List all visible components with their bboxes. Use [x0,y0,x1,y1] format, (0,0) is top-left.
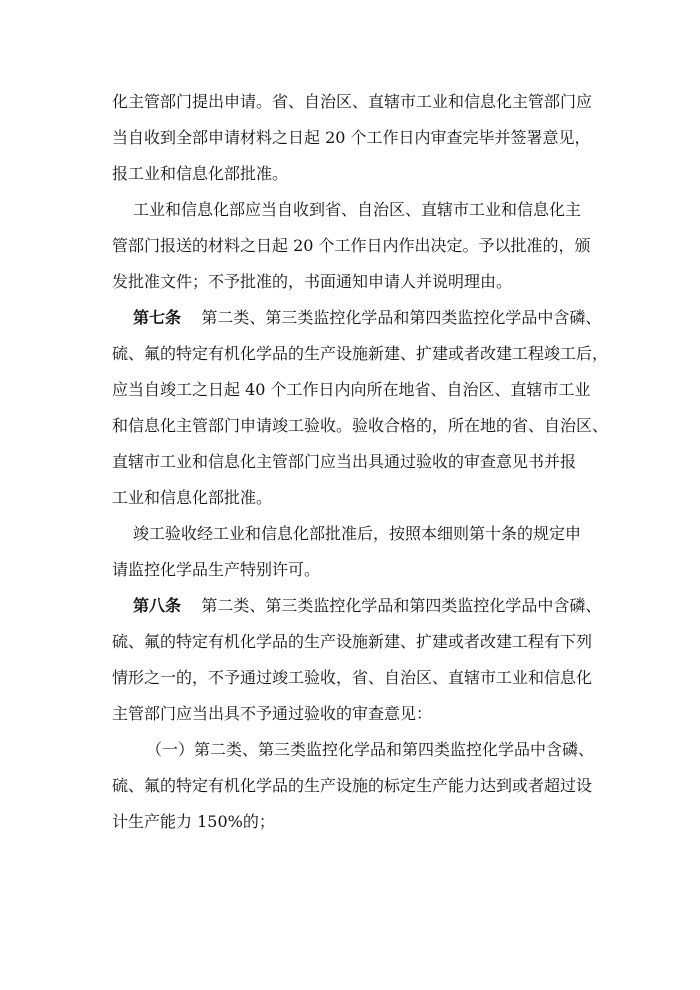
text-line: 和信息化主管部门申请竣工验收。验收合格的，所在地的省、自治区、 [112,416,609,435]
article-text: 第二类、第三类监控化学品和第四类监控化学品中含磷、 [201,596,602,615]
text-line: 计生产能力 150%的； [112,812,275,831]
text-line [112,588,612,624]
article-text: 第二类、第三类监控化学品和第四类监控化学品中含磷、 [201,308,602,327]
article-heading: 第八条 [133,596,182,615]
text-line: 主管部门应当出具不予通过验收的审查意见： [112,704,433,723]
article-8 [112,588,612,732]
text-line: 报工业和信息化部批准。 [112,164,289,183]
text-line: 工业和信息化部批准。 [112,488,273,507]
text-line: 硫、氟的特定有机化学品的生产设施的标定生产能力达到或者超过设 [112,776,593,795]
article-heading: 第七条 [133,308,182,327]
text-line [112,300,612,336]
text-line: 情形之一的，不予通过竣工验收，省、自治区、直辖市工业和信息化 [112,668,593,687]
list-item-1 [112,732,612,840]
paragraph-2 [112,192,612,300]
text-line: 管部门报送的材料之日起 20 个工作日内作出决定。予以批准的，颁 [112,236,591,255]
text-line: 请监控化学品生产特别许可。 [112,560,321,579]
text-line: （一）第二类、第三类监控化学品和第四类监控化学品中含磷、 [146,740,595,759]
document-body [112,84,612,840]
text-line: 硫、氟的特定有机化学品的生产设施新建、扩建或者改建工程有下列 [112,632,593,651]
text-line: 化主管部门提出申请。省、自治区、直辖市工业和信息化主管部门应 [112,92,593,111]
text-line: 硫、氟的特定有机化学品的生产设施新建、扩建或者改建工程竣工后， [112,344,609,363]
text-line: 工业和信息化部应当自收到省、自治区、直辖市工业和信息化主 [133,200,582,219]
paragraph-1 [112,84,612,192]
text-line: 发批准文件；不予批准的，书面通知申请人并说明理由。 [112,272,513,291]
text-line: 直辖市工业和信息化主管部门应当出具通过验收的审查意见书并报 [112,452,577,471]
text-line: 竣工验收经工业和信息化部批准后，按照本细则第十条的规定申 [133,524,582,543]
paragraph-4 [112,516,612,588]
text-line: 当自收到全部申请材料之日起 20 个工作日内审查完毕并签署意见， [112,128,591,147]
text-line: 应当自竣工之日起 40 个工作日内向所在地省、自治区、直辖市工业 [112,380,591,399]
article-7 [112,300,612,516]
